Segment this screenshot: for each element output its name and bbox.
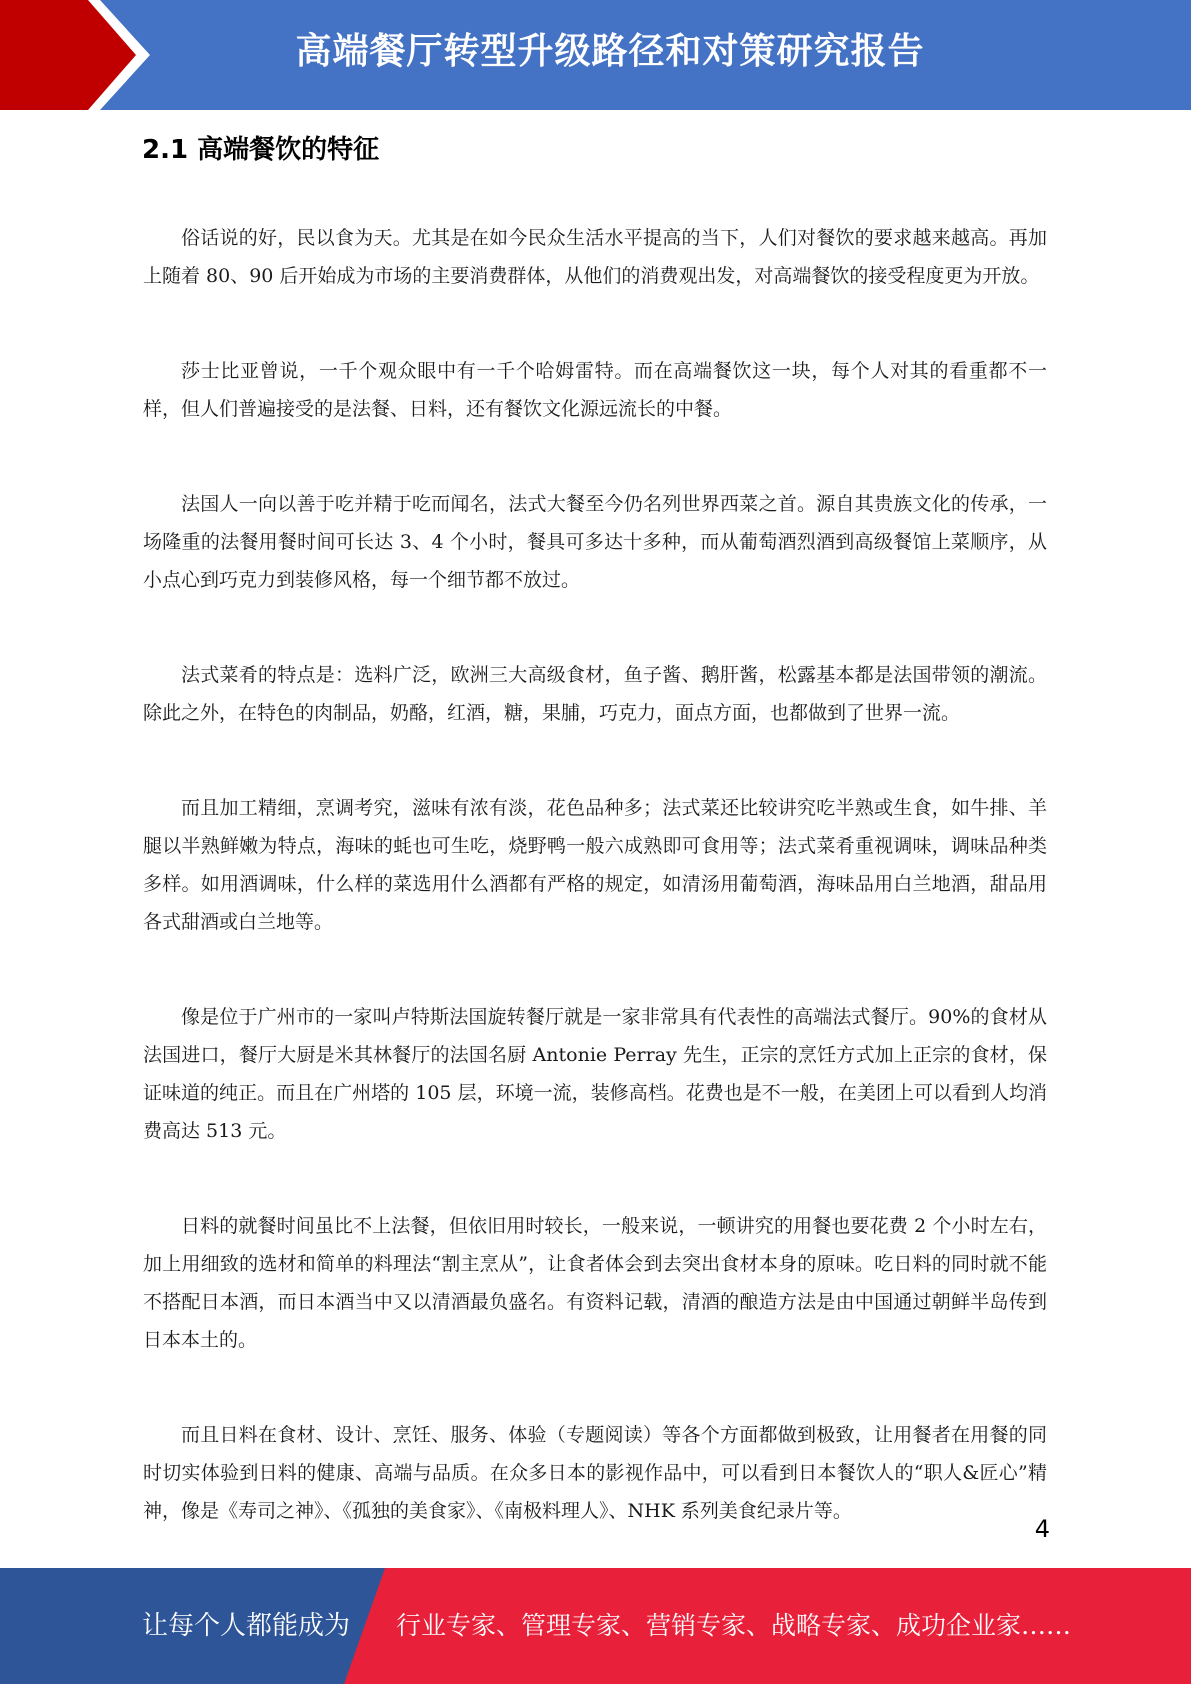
paragraph: 而且日料在食材、设计、烹饪、服务、体验（专题阅读）等各个方面都做到极致，让用餐者在用餐的同时切实体验到日料的健康、高端与品质。在众多日本的影视作品中，可以看到日本餐饮人的“职人&匠心”精神，像是《寿司之神》、《孤独的美食家》、《南极料理人》、NHK 系列美食纪录片等。 <box>143 1424 1047 1522</box>
paragraph: 日料的就餐时间虽比不上法餐，但依旧用时较长，一般来说，一顿讲究的用餐也要花费 2 个小时左右，加上用细致的选材和简单的料理法“割主烹从”，让食者体会到去突出食材本身的原味。吃日料的同时就不能不搭配日本酒，而日本酒当中又以清酒最负盛名。有资料记载，清酒的酿造方法是由中国通过朝鲜半岛传到日本本土的。 <box>143 1215 1047 1351</box>
paragraph: 法式菜肴的特点是：选料广泛，欧洲三大高级食材，鱼子酱、鹅肝酱，松露基本都是法国带领的潮流。除此之外，在特色的肉制品，奶酪，红酒，糖，果脯，巧克力，面点方面，也都做到了世界一流。 <box>143 664 1047 724</box>
document-title: 高端餐厅转型升级路径和对策研究报告 <box>295 31 925 72</box>
header-chevron-decoration <box>0 0 160 110</box>
paragraph: 俗话说的好，民以食为天。尤其是在如今民众生活水平提高的当下，人们对餐饮的要求越来越高。再加上随着 80、90 后开始成为市场的主要消费群体，从他们的消费观出发，对高端餐饮的接受程度更为开放。 <box>143 227 1047 287</box>
chevron-red-arrow <box>0 0 136 110</box>
paragraph: 法国人一向以善于吃并精于吃而闻名，法式大餐至今仍名列世界西菜之首。源自其贵族文化的传承，一场隆重的法餐用餐时间可长达 3、4 个小时，餐具可多达十多种，而从葡萄酒烈酒到高级餐馆上菜顺序，从小点心到巧克力到装修风格，每一个细节都不放过。 <box>143 493 1047 591</box>
paragraph: 像是位于广州市的一家叫卢特斯法国旋转餐厅就是一家非常具有代表性的高端法式餐厅。90%的食材从法国进口，餐厅大厨是米其林餐厅的法国名厨 Antonie Perray 先生，正宗的烹饪方式加上正宗的食材，保证味道的纯正。而且在广州塔的 105 层，环境一流，装修高档。花费也是不一般，在美团上可以看到人均消费高达 513 元。 <box>143 1006 1047 1142</box>
page-header <box>0 0 1191 110</box>
footer-slogan-left: 让每个人都能成为 <box>142 1611 351 1641</box>
section-heading: 2.1 高端餐饮的特征 <box>142 135 380 165</box>
page-number: 4 <box>1034 1515 1050 1543</box>
paragraph: 莎士比亚曾说，一千个观众眼中有一千个哈姆雷特。而在高端餐饮这一块，每个人对其的看重都不一样，但人们普遍接受的是法餐、日料，还有餐饮文化源远流长的中餐。 <box>143 360 1047 420</box>
body-text <box>143 219 1047 1587</box>
paragraph: 而且加工精细，烹调考究，滋味有浓有淡，花色品种多；法式菜还比较讲究吃半熟或生食，如牛排、羊腿以半熟鲜嫩为特点，海味的蚝也可生吃，烧野鸭一般六成熟即可食用等；法式菜肴重视调味，调味品种类多样。如用酒调味，什么样的菜选用什么酒都有严格的规定，如清汤用葡萄酒，海味品用白兰地酒，甜品用各式甜酒或白兰地等。 <box>143 797 1047 933</box>
page-footer <box>0 1568 1191 1684</box>
footer-slogan-right: 行业专家、管理专家、营销专家、战略专家、成功企业家…… <box>396 1611 1072 1640</box>
